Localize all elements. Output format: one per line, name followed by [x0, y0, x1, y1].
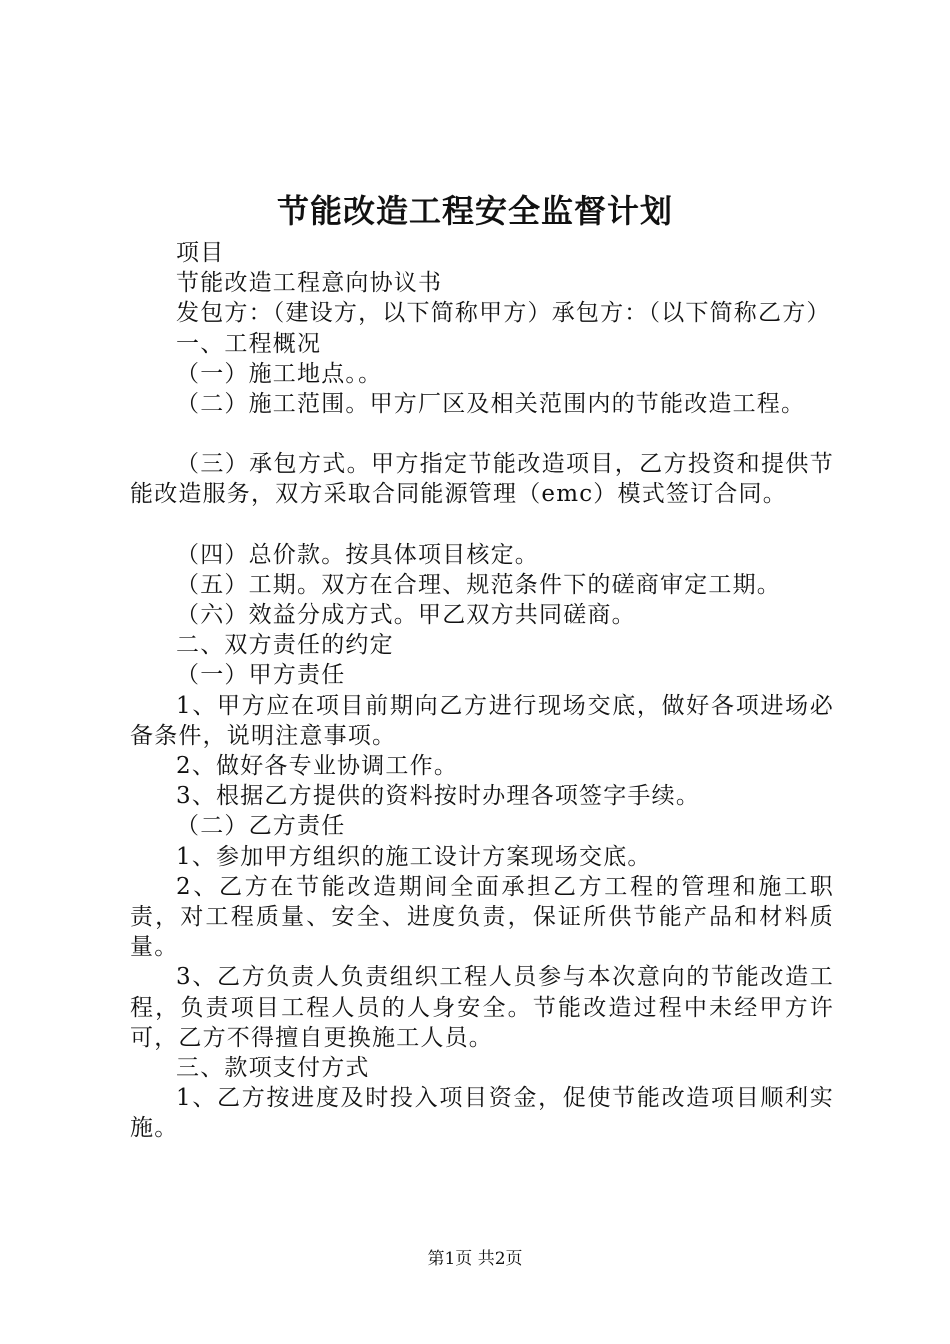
paragraph-total-price: （四）总价款。按具体项目核定。 — [176, 541, 539, 568]
page-footer: 第1页 共2页 — [427, 1249, 523, 1269]
paragraph-benefit-sharing: （六）效益分成方式。甲乙双方共同磋商。 — [176, 602, 636, 629]
section-heading-payment: 三、款项支付方式 — [176, 1055, 370, 1082]
paragraph-schedule: （五）工期。双方在合理、规范条件下的磋商审定工期。 — [176, 571, 781, 598]
paragraph-parties: 发包方：（建设方，以下简称甲方）承包方：（以下简称乙方） — [176, 300, 831, 327]
subheading-party-b: （二）乙方责任 — [176, 813, 346, 840]
paragraph-scope: （二）施工范围。甲方厂区及相关范围内的节能改造工程。 — [176, 391, 806, 418]
paragraph-party-b-2: 2、乙方在节能改造期间全面承担乙方工程的管理和施工职责，对工程质量、安全、进度负责，保证所供节能产品和材料质量。 — [130, 873, 834, 961]
subheading-party-a: （一）甲方责任 — [176, 662, 346, 689]
paragraph-agreement-title: 节能改造工程意向协议书 — [176, 270, 443, 297]
document-title: 节能改造工程安全监督计划 — [276, 192, 673, 230]
paragraph-contract-mode: （三）承包方式。甲方指定节能改造项目，乙方投资和提供节能改造服务，双方采取合同能源管理（emc）模式签订合同。 — [130, 451, 834, 508]
paragraph-party-b-3: 3、乙方负责人负责组织工程人员参与本次意向的节能改造工程，负责项目工程人员的人身安全。节能改造过程中未经甲方许可，乙方不得擅自更换施工人员。 — [130, 964, 834, 1051]
document-body — [130, 238, 834, 1144]
paragraph-party-b-1: 1、参加甲方组织的施工设计方案现场交底。 — [176, 843, 652, 870]
section-heading-responsibilities: 二、双方责任的约定 — [176, 632, 394, 659]
paragraph-location: （一）施工地点。。 — [176, 360, 383, 387]
paragraph-party-a-2: 2、做好各专业协调工作。 — [176, 753, 459, 780]
paragraph-party-a-1: 1、甲方应在项目前期向乙方进行现场交底，做好各项进场必备条件，说明注意事项。 — [130, 692, 834, 749]
paragraph-heading-project: 项目 — [176, 240, 225, 266]
paragraph-payment-1: 1、乙方按进度及时投入项目资金，促使节能改造项目顺利实施。 — [130, 1085, 834, 1142]
paragraph-party-a-3: 3、根据乙方提供的资料按时办理各项签字手续。 — [176, 783, 701, 810]
section-heading-overview: 一、工程概况 — [176, 330, 322, 357]
